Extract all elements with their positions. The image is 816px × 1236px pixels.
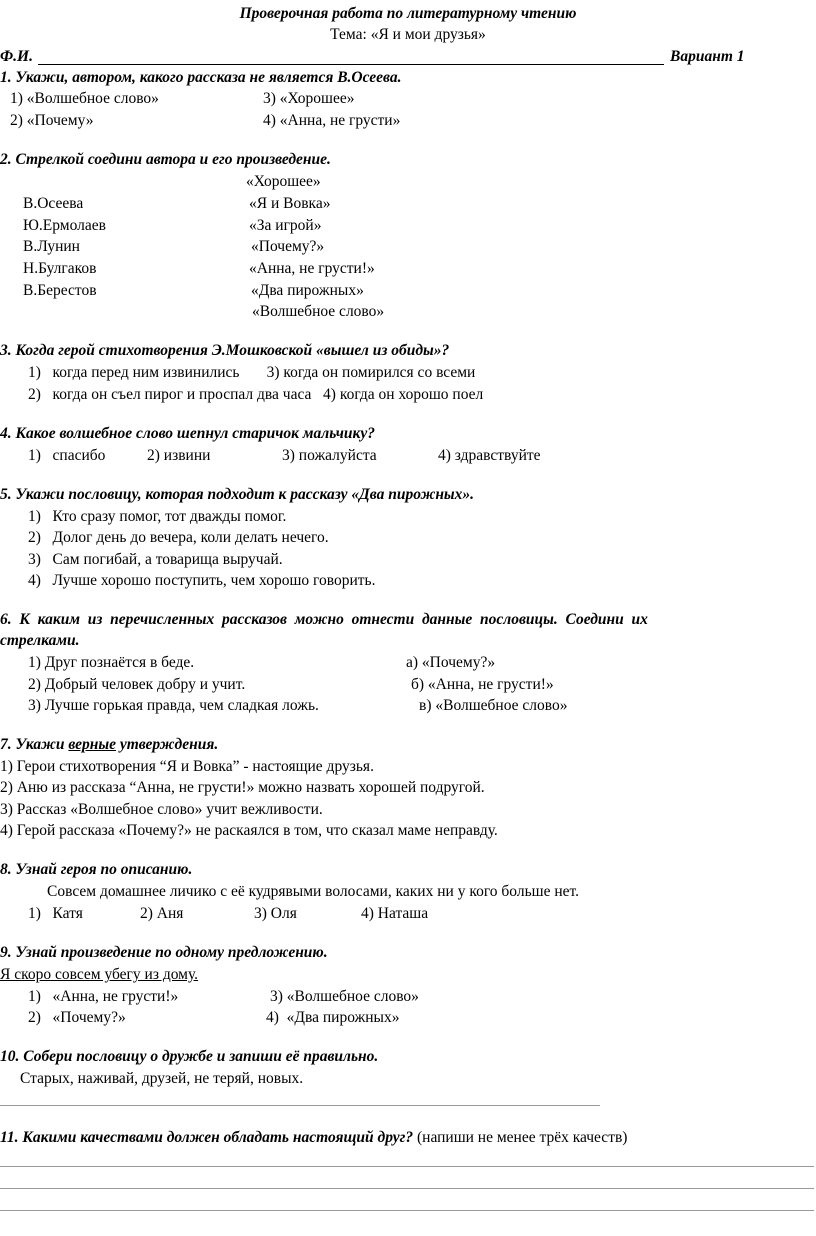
q9-option-1[interactable]: 1) «Анна, не грусти!» — [28, 988, 179, 1005]
q7-title-part-1: 7. Укажи — [0, 736, 69, 753]
q3-title: 3. Когда герой стихотворения Э.Мошковской «вышел из обиды»? — [0, 342, 450, 359]
q9-title: 9. Узнай произведение по одному предложению. — [0, 944, 328, 961]
q2-work-7[interactable]: «Волшебное слово» — [252, 303, 385, 320]
q6-title-line-2: стрелками. — [0, 632, 80, 649]
q8-title: 8. Узнай героя по описанию. — [0, 861, 193, 878]
q4-option-1[interactable]: 1) спасибо — [28, 447, 106, 464]
q9-option-2[interactable]: 2) «Почему?» — [28, 1009, 126, 1026]
q6-proverb-1[interactable]: 1) Друг познаётся в беде. — [28, 654, 195, 671]
q2-work-4[interactable]: «Почему?» — [251, 238, 325, 255]
q11-title: 11. Какими качествами должен обладать настоящий друг? — [0, 1129, 414, 1146]
q5-option-3[interactable]: 3) Сам погибай, а товарища выручай. — [28, 551, 283, 568]
q7-title — [0, 734, 218, 755]
q2-work-5[interactable]: «Анна, не грусти!» — [249, 260, 375, 277]
q8-option-3[interactable]: 3) Оля — [254, 905, 297, 922]
q2-author-5[interactable]: В.Берестов — [23, 282, 97, 299]
q11-answer-line-1[interactable] — [0, 1166, 814, 1167]
q6-story-a[interactable]: а) «Почему?» — [406, 654, 496, 671]
q2-work-2[interactable]: «Я и Вовка» — [249, 195, 331, 212]
q1-option-1[interactable]: 1) «Волшебное слово» — [10, 90, 159, 107]
q2-author-2[interactable]: Ю.Ермолаев — [23, 217, 106, 234]
q1-option-3[interactable]: 3) «Хорошее» — [263, 90, 355, 107]
q8-description: Совсем домашнее личико с её кудрявыми волосами, каких ни у кого больше нет. — [47, 883, 579, 900]
q3-options-row-2[interactable]: 2) когда он съел пирог и проспал два часа 4) когда он хорошо поел — [28, 386, 484, 403]
q9-option-3[interactable]: 3) «Волшебное слово» — [270, 988, 419, 1005]
variant-label: Вариант 1 — [670, 48, 745, 65]
q6-proverb-2[interactable]: 2) Добрый человек добру и учит. — [28, 676, 246, 693]
q11-note: (напиши не менее трёх качеств) — [413, 1129, 628, 1146]
q5-option-4[interactable]: 4) Лучше хорошо поступить, чем хорошо говорить. — [28, 572, 376, 589]
q6-story-c[interactable]: в) «Волшебное слово» — [419, 697, 568, 714]
page-title: Проверочная работа по литературному чтению — [239, 5, 577, 22]
q2-work-6[interactable]: «Два пирожных» — [251, 282, 364, 299]
q7-statement-1[interactable]: 1) Герои стихотворения “Я и Вовка” - настоящие друзья. — [0, 758, 374, 775]
q2-work-3[interactable]: «За игрой» — [249, 217, 322, 234]
q10-answer-line[interactable] — [0, 1105, 600, 1106]
q5-title: 5. Укажи пословицу, которая подходит к рассказу «Два пирожных». — [0, 486, 475, 503]
q2-author-1[interactable]: В.Осеева — [23, 195, 84, 212]
q7-statement-2[interactable]: 2) Аню из рассказа “Анна, не грусти!» можно назвать хорошей подругой. — [0, 779, 485, 796]
q5-option-2[interactable]: 2) Долог день до вечера, коли делать нечего. — [28, 529, 329, 546]
q6-proverb-3[interactable]: 3) Лучше горькая правда, чем сладкая ложь. — [28, 697, 319, 714]
q4-title: 4. Какое волшебное слово шепнул старичок мальчику? — [0, 425, 375, 442]
q5-option-1[interactable]: 1) Кто сразу помог, тот дважды помог. — [28, 508, 287, 525]
q4-option-3[interactable]: 3) пожалуйста — [282, 447, 377, 464]
q4-option-2[interactable]: 2) извини — [147, 447, 211, 464]
fio-label: Ф.И. — [0, 48, 33, 65]
q3-options-row-1[interactable]: 1) когда перед ним извинились 3) когда он помирился со всеми — [28, 364, 476, 381]
q7-title-part-3: утверждения. — [115, 736, 219, 753]
topic-line: Тема: «Я и мои друзья» — [330, 26, 486, 43]
q4-option-4[interactable]: 4) здравствуйте — [438, 447, 541, 464]
q10-words: Старых, наживай, друзей, не теряй, новых. — [20, 1070, 304, 1087]
q8-option-1[interactable]: 1) Катя — [28, 905, 83, 922]
q1-option-4[interactable]: 4) «Анна, не грусти» — [263, 112, 401, 129]
q10-title: 10. Собери пословицу о дружбе и запиши её правильно. — [0, 1048, 379, 1065]
q9-option-4[interactable]: 4) «Два пирожных» — [266, 1009, 400, 1026]
q2-work-1[interactable]: «Хорошее» — [246, 173, 321, 190]
q6-title-line-1: 6. К каким из перечисленных рассказов можно отнести данные пословицы. Соедини их — [0, 611, 648, 628]
q11-answer-line-3[interactable] — [0, 1210, 814, 1211]
q1-title: 1. Укажи, автором, какого рассказа не является В.Осеева. — [0, 69, 402, 86]
fio-line[interactable] — [38, 64, 664, 65]
q7-statement-4[interactable]: 4) Герой рассказа «Почему?» не раскаялся в том, что сказал маме неправду. — [0, 822, 498, 839]
q2-title: 2. Стрелкой соедини автора и его произведение. — [0, 151, 331, 168]
q11-title-row — [0, 1127, 627, 1148]
q9-sentence: Я скоро совсем убегу из дому. — [0, 966, 199, 983]
q7-title-underlined: верные — [68, 736, 116, 753]
q8-option-2[interactable]: 2) Аня — [140, 905, 184, 922]
q8-option-4[interactable]: 4) Наташа — [361, 905, 429, 922]
q7-statement-3[interactable]: 3) Рассказ «Волшебное слово» учит вежливости. — [0, 801, 323, 818]
q1-option-2[interactable]: 2) «Почему» — [10, 112, 94, 129]
q2-author-4[interactable]: Н.Булгаков — [23, 260, 97, 277]
q2-author-3[interactable]: В.Лунин — [23, 238, 80, 255]
q6-story-b[interactable]: б) «Анна, не грусти!» — [411, 676, 554, 693]
q11-answer-line-2[interactable] — [0, 1188, 814, 1189]
